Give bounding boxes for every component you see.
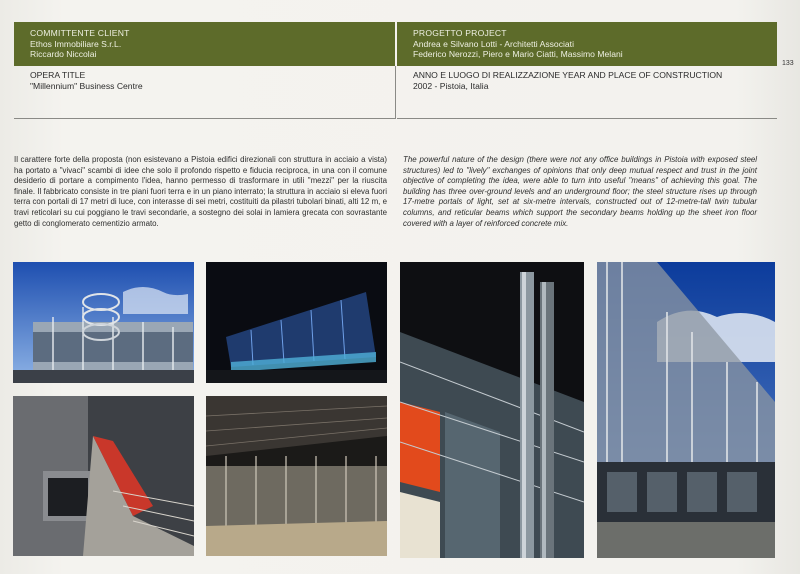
title-label: OPERA TITLE — [30, 70, 86, 80]
photo-facade-column-detail — [400, 262, 584, 558]
photo-night-exterior — [206, 262, 387, 383]
photo-facade-sky — [597, 262, 775, 558]
photo-atrium-interior — [206, 396, 387, 556]
year-place-value: 2002 - Pistoia, Italia — [413, 81, 489, 91]
photo-interior-staircase — [13, 396, 194, 556]
project-label: PROGETTO PROJECT — [413, 28, 507, 38]
project-architects: Andrea e Silvano Lotti - Architetti Associati — [413, 38, 574, 49]
project-team: Federico Nerozzi, Piero e Mario Ciatti, Massimo Melani — [413, 49, 623, 59]
client-name: Ethos Immobiliare S.r.L. — [30, 38, 122, 49]
page-number: 133 — [782, 60, 794, 67]
english-description: The powerful nature of the design (there were not any office buildings in Pistoia with exposed steel structures) led to "lively" exchanges of opinions that only deep mutual respect and trust in the joint objective of completing the idea, were able to turn into useful "means" of achieving this goal. The building has three over-ground levels and an underground floor; the steel structure rises up through 17-metre portals of light, set at six-metre intervals, constructed out of 12-metre-tall twin tubular columns, and reticular beams which support the secondary beams holding up the sheet iron floor covered with a layer of reinforced concrete mix. — [403, 155, 757, 228]
project-header-bar — [397, 22, 777, 66]
client-label: COMMITTENTE CLIENT — [30, 28, 130, 38]
year-place-cell — [397, 66, 777, 119]
photo-exterior-spiral-stair — [13, 262, 194, 383]
italian-description: Il carattere forte della proposta (non esistevano a Pistoia edifici direzionali con struttura in acciaio a vista) ha portato a "vivaci" scambi di idee che solo il profondo rispetto e fiducia reciproca, in una con il comune desiderio di portare a compimento l'idea, hanno permesso di trasformare in utili "mezzi" per la riuscita finale. Il fabbricato consiste in tre piani fuori terra e in un piano interrato; la struttura in acciaio si eleva fuori terra con portali di 17 metri di luce, con interasse di sei metri, costituiti da pilastri tubolari binati, alti 12 m, e travi reticolari su cui poggiano le travi secondarie, a sostegno dei solai in lamiera grecata con sovrastante getto di conglomerato cementizio armato. — [14, 155, 387, 228]
year-place-label: ANNO E LUOGO DI REALIZZAZIONE YEAR AND PLACE OF CONSTRUCTION — [413, 70, 723, 80]
title-value: "Millennium" Business Centre — [30, 81, 143, 91]
client-header-bar — [14, 22, 395, 66]
title-cell — [14, 66, 396, 119]
client-contact: Riccardo Niccolai — [30, 49, 97, 59]
